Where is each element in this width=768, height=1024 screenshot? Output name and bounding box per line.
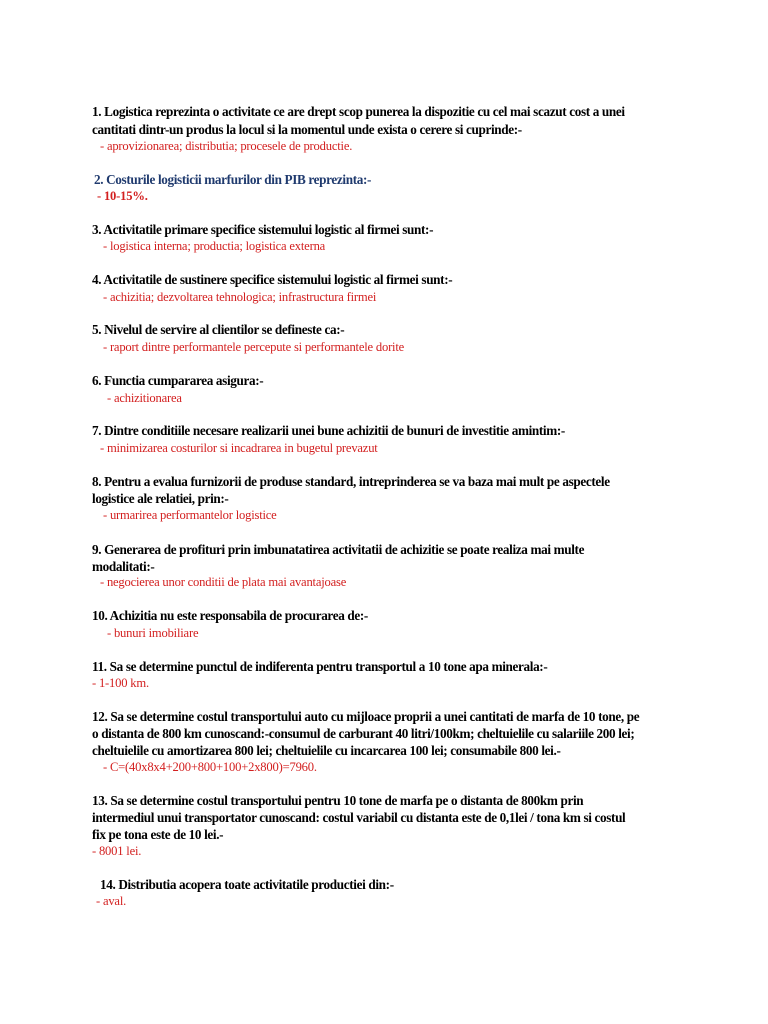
question-line: 1. Logistica reprezinta o activitate ce are drept scop punerea la dispozitie cu cel mai scazut cost a unei [92,104,625,119]
question-line: 14. Distributia acopera toate activitatile productiei din:- [100,877,394,892]
answer-line: - 1-100 km. [92,676,149,690]
question-line: 12. Sa se determine costul transportului auto cu mijloace proprii a unei cantitati de marfa de 10 tone, pe [92,709,640,724]
answer-line: - achizitia; dezvoltarea tehnologica; infrastructura firmei [103,290,377,304]
question-line: 3. Activitatile primare specifice sistemului logistic al firmei sunt:- [92,222,434,237]
answer-line: - 10-15%. [97,189,148,203]
question-line: intermediul unui transportator cunoscand: costul variabil cu distanta este de 0,1lei / tona km si costul [92,810,626,825]
question-line: cheltuielile cu amortizarea 800 lei; cheltuielile cu incarcarea 100 lei; consumabile 800 lei.- [92,743,561,758]
answer-line: - 8001 lei. [92,844,142,858]
question-line: 2. Costurile logisticii marfurilor din PIB reprezinta:- [94,172,372,187]
answer-line: - logistica interna; productia; logistica externa [103,239,326,253]
question-line: 5. Nivelul de servire al clientilor se defineste ca:- [92,322,345,337]
question-line: 6. Functia cumpararea asigura:- [92,373,264,388]
question-line: logistice ale relatiei, prin:- [92,491,229,506]
answer-line: - raport dintre performantele percepute si performantele dorite [103,340,405,354]
answer-line: - minimizarea costurilor si incadrarea in bugetul prevazut [100,441,378,455]
question-line: 13. Sa se determine costul transportului pentru 10 tone de marfa pe o distanta de 800km prin [92,793,584,808]
answer-line: - bunuri imobiliare [107,626,199,640]
answer-line: - C=(40x8x4+200+800+100+2x800)=7960. [103,760,317,774]
answer-line: - achizitionarea [107,391,182,405]
question-line: fix pe tona este de 10 lei.- [92,827,224,842]
answer-line: - urmarirea performantelor logistice [103,508,277,522]
question-line: 7. Dintre conditiile necesare realizarii unei bune achizitii de bunuri de investitie amintim:- [92,423,565,438]
answer-line: - aprovizionarea; distributia; procesele de productie. [100,139,353,153]
question-line: 4. Activitatile de sustinere specifice sistemului logistic al firmei sunt:- [92,272,453,287]
question-line: 8. Pentru a evalua furnizorii de produse standard, intreprinderea se va baza mai mult pe aspectele [92,474,610,489]
question-line: 9. Generarea de profituri prin imbunatatirea activitatii de achizitie se poate realiza mai multe [92,542,585,557]
question-line: cantitati dintr-un produs la locul si la momentul unde exista o cerere si cuprinde:- [92,122,522,137]
answer-line: - aval. [96,894,127,908]
question-line: 10. Achizitia nu este responsabila de procurarea de:- [92,608,368,623]
question-line: modalitati:- [92,559,155,574]
answer-line: - negocierea unor conditii de plata mai avantajoase [100,575,347,589]
question-line: o distanta de 800 km cunoscand:-consumul de carburant 40 litri/100km; cheltuielile cu salariile 200 lei; [92,726,635,741]
question-line: 11. Sa se determine punctul de indiferenta pentru transportul a 10 tone apa minerala:- [92,659,548,674]
